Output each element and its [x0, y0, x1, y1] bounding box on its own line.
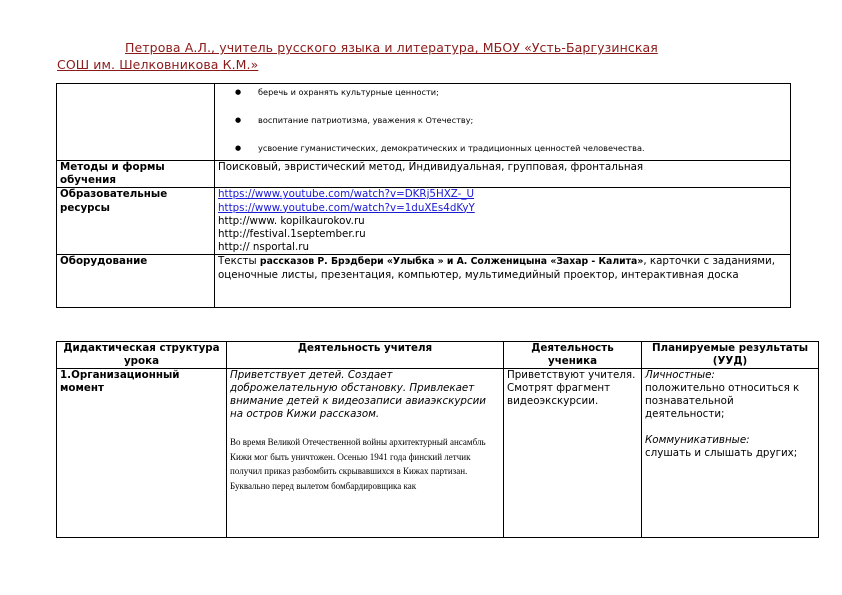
equipment-rest: , карточки с заданиями, оценочные листы, презентация, компьютер, мультимедийный проектор, интерактивная доска: [218, 255, 776, 281]
header-row: [57, 342, 819, 369]
teacher-cell: [227, 369, 504, 538]
methods-row: [57, 161, 791, 188]
methods-value: Поисковый, эвристический метод, Индивидуальная, групповая, фронтальная: [215, 161, 791, 188]
personal-label: Личностные:: [645, 369, 715, 381]
resource-text-kopilka: http://www. kopilkaurokov.ru: [218, 214, 365, 227]
stage-cell: 1.Организационный момент: [57, 369, 227, 538]
table-row: [57, 369, 819, 538]
resource-text-festival: http://festival.1september.ru: [218, 228, 366, 241]
communicative-text: слушать и слышать других;: [645, 447, 798, 459]
resources-row: [57, 188, 791, 255]
equipment-label: Оборудование: [57, 255, 215, 308]
lesson-info-table: [56, 83, 791, 308]
header-line2: СОШ им. Шелковникова К.М.»: [57, 57, 259, 72]
equipment-row: [57, 255, 791, 308]
resource-link-youtube-2[interactable]: https://www.youtube.com/watch?v=1duXEs4dKyY: [218, 201, 475, 214]
resource-text-nsportal: http:// nsportal.ru: [218, 241, 310, 254]
results-cell: [642, 369, 819, 538]
equipment-prefix: Тексты: [218, 255, 260, 268]
col-header-structure: Дидактическая структура урока: [57, 342, 227, 369]
col-header-student: Деятельность ученика: [504, 342, 642, 369]
resource-link-youtube-1[interactable]: https://www.youtube.com/watch?v=DKRj5HXZ-_U: [218, 188, 475, 201]
values-item: ● воспитание патриотизма, уважения к Отечеству;: [258, 115, 787, 126]
teacher-story: Во время Великой Отечественной войны архитектурный ансамбль Кижи мог быть уничтожен. Осенью 1941 года финский летчик получил приказ разбомбить скрывавшихся в Кижах партизан. Буквально перед вылетом бомбардировщика как: [230, 437, 486, 491]
values-label-cell: [57, 84, 215, 161]
values-item: ● беречь и охранять культурные ценности;: [258, 87, 787, 98]
teacher-activity: Приветствует детей. Создает доброжелательную обстановку. Привлекает внимание детей к видеозаписи авиаэкскурсии на остров Кижи рассказом.: [230, 369, 487, 420]
student-cell: Приветствуют учителя. Смотрят фрагмент видеоэкскурсии.: [504, 369, 642, 538]
resources-cell: [215, 188, 791, 255]
personal-text: положительно относиться к познавательной деятельности;: [645, 382, 800, 420]
col-header-results: Планируемые результаты (УУД): [642, 342, 819, 369]
resources-label: Образовательные ресурсы: [57, 188, 215, 255]
values-cell: [215, 84, 791, 161]
col-header-teacher: Деятельность учителя: [227, 342, 504, 369]
values-row: [57, 84, 791, 161]
lesson-structure-table: [56, 341, 819, 538]
communicative-label: Коммуникативные:: [645, 434, 750, 446]
values-list: [218, 84, 787, 160]
equipment-texts: рассказов Р. Брэдбери «Улыбка » и А. Солженицына «Захар - Калита»: [259, 256, 644, 268]
equipment-cell: [215, 255, 791, 308]
values-item: ● усвоение гуманистических, демократических и традиционных ценностей человечества.: [258, 143, 787, 154]
page-header: [57, 39, 787, 73]
header-line1: Петрова А.Л., учитель русского языка и литература, МБОУ «Усть-Баргузинская: [125, 40, 658, 55]
methods-label: Методы и формы обучения: [57, 161, 215, 188]
